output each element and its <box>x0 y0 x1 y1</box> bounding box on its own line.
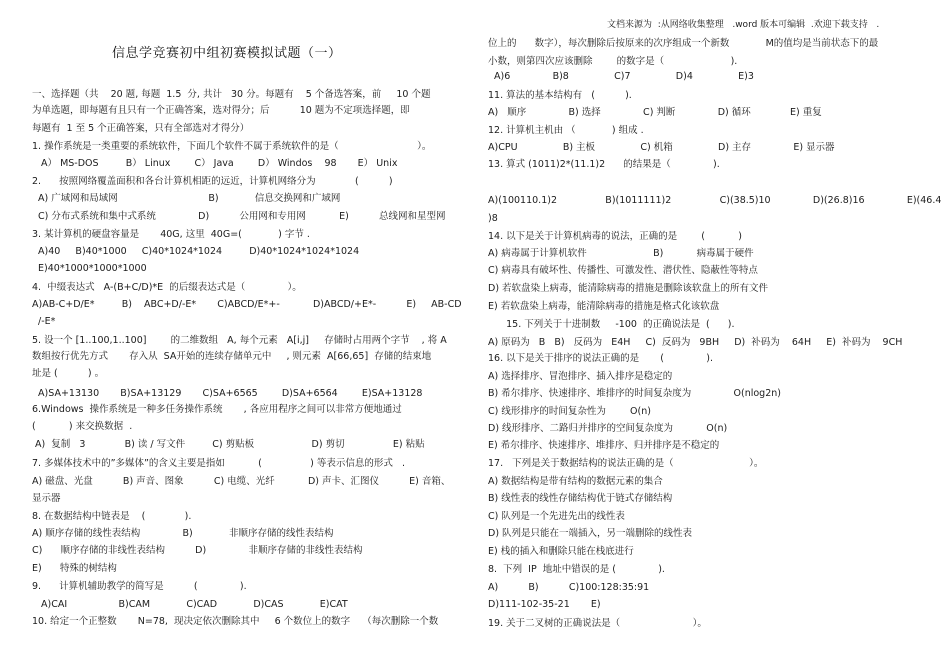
question-text-line: 12. 计算机主机由 （ ) 组成 . <box>488 125 644 136</box>
question-text-line: 9. 计算机辅助教学的简写是 ( ). <box>32 581 247 592</box>
question-text-line: A) 数据结构是带有结构的数据元素的集合 <box>488 476 663 487</box>
question-text-line: 数组按行优先方式 存入从 SA开始的连续存储单元中 , 则元素 A[66,65] 存储的结束地 <box>32 351 432 362</box>
question-text-line: A)CPU B) 主板 C) 机箱 D) 主存 E) 显示器 <box>488 142 835 153</box>
question-text-line: A) 广域网和局域网 B) 信息交换网和广域网 <box>32 193 341 204</box>
question-text-line: A)AB-C+D/E* B) ABC+D/-E* C)ABCD/E*+- D)ABCD/+E*- E) AB-CD <box>32 299 462 310</box>
question-text-line: E) 栈的插入和删除只能在栈底进行 <box>488 546 634 557</box>
question-text-line: D) 若软盘染上病毒，能清除病毒的措施是删除该软盘上的所有文件 <box>488 283 769 294</box>
question-text-line: A) 原码为 B B) 反码为 E4H C) 反码为 9BH D) 补码为 64H E) 补码为 9CH <box>488 337 903 348</box>
question-text-line: 1. 操作系统是一类重要的系统软件，下面几个软件不属于系统软件的是（ ）。 <box>32 141 432 152</box>
question-text-line: 2. 按照网络覆盖面积和各台计算机相距的远近，计算机网络分为 ( ) <box>32 176 393 187</box>
question-text-line: 一、选择题（共 20 题, 每题 1.5 分, 共计 30 分。每题有 5 个备选答案，前 10 个题 <box>32 89 431 100</box>
question-text-line: B) 希尔排序、快速排序、堆排序的时间复杂度为 O(nlog2n) <box>488 388 781 399</box>
question-text-line: A) 选择排序、冒泡排序、插入排序是稳定的 <box>488 371 673 382</box>
question-text-line: 5. 设一个 [1..100,1..100] 的二维数组 A, 每个元素 A[i,j] 存储时占用两个字节 , 将 A <box>32 335 447 346</box>
question-text-line: A) 磁盘、光盘 B) 声音、图象 C) 电缆、光纤 D) 声卡、汇图仪 E) 音箱、 <box>32 476 451 487</box>
question-text-line: E) 特殊的树结构 <box>32 563 117 574</box>
question-text-line: 每题有 1 至 5 个正确答案，只有全部选对才得分） <box>32 123 250 134</box>
question-text-line: 14. 以下是关于计算机病毒的说法，正确的是 ( ) <box>488 231 742 242</box>
question-text-line: /-E* <box>32 316 56 327</box>
question-text-line: 13. 算式 (1011)2*(11.1)2 的结果是（ ). <box>488 159 720 170</box>
question-text-line: C) 队列是一个先进先出的线性表 <box>488 511 625 522</box>
question-text-line: 7. 多媒体技术中的”多媒体”的含义主要是指如 ( ) 等表示信息的形式 . <box>32 458 405 469</box>
question-text-line: A） MS-DOS B） Linux C） Java D） Windos 98 E） Unix <box>32 158 398 169</box>
question-text-line: E) 若软盘染上病毒，能清除病毒的措施是格式化该软盘 <box>488 301 720 312</box>
page-title: 信息学竞赛初中组初赛模拟试题（一） <box>112 46 342 61</box>
question-text-line: A)6 B)8 C)7 D)4 E)3 <box>488 71 754 82</box>
question-text-line: A) 复制 3 B) 读 / 写文件 C) 剪贴板 D) 剪切 E) 粘贴 <box>32 439 425 450</box>
question-text-line: A)40 B)40*1000 C)40*1024*1024 D)40*1024*1024*1024 <box>32 246 360 257</box>
question-text-line: 11. 算法的基本结构有 ( ). <box>488 90 632 101</box>
question-text-line: A) 顺序 B) 选择 C) 判断 D) 循环 E) 重复 <box>488 107 822 118</box>
question-text-line: A) 病毒属于计算机软件 B) 病毒属于硬件 <box>488 248 754 259</box>
question-text-line: A)CAI B)CAM C)CAD D)CAS E)CAT <box>32 599 348 610</box>
question-text-line: )8 <box>488 213 498 224</box>
question-text-line: ( ) 来交换数据 . <box>32 421 133 432</box>
question-text-line: 16. 以下是关于排序的说法正确的是 ( ). <box>488 353 713 364</box>
question-text-line: B) 线性表的线性存储结构优于链式存储结构 <box>488 493 673 504</box>
question-text-line: 8. 在数据结构中链表是 ( ). <box>32 511 192 522</box>
question-text-line: A)SA+13130 B)SA+13129 C)SA+6565 D)SA+6564 E)SA+13128 <box>32 388 423 399</box>
question-text-line: 19. 关于二叉树的正确说法是（ ）。 <box>488 618 707 629</box>
question-text-line: D)111-102-35-21 E) <box>488 599 601 610</box>
question-text-line: 6.Windows 操作系统是一种多任务操作系统 , 各应用程序之间可以非常方便地通过 <box>32 404 402 415</box>
question-text-line: 4. 中缀表达式 A-(B+C/D)*E 的后缀表达式是（ ）。 <box>32 282 302 293</box>
question-text-line: 8. 下列 IP 地址中错误的是 ( ). <box>488 564 665 575</box>
question-text-line: C) 病毒具有破坏性、传播性、可激发性、潜伏性、隐蔽性等特点 <box>488 265 758 276</box>
question-text-line: C) 分布式系统和集中式系统 D) 公用网和专用网 E) 总线网和星型网 <box>32 211 446 222</box>
question-text-line: A)(100110.1)2 B)(1011111)2 C)(38.5)10 D)(26.8)16 E)(46.4 <box>488 195 942 206</box>
question-text-line: D) 线形排序、二路归并排序的空间复杂度为 O(n) <box>488 423 728 434</box>
question-text-line: A) B) C)100:128:35:91 <box>488 582 650 593</box>
question-text-line: 15. 下列关于十进制数 -100 的正确说法是 ( ). <box>488 319 735 330</box>
question-text-line: C) 线形排序的时间复杂性为 O(n) <box>488 406 651 417</box>
question-text-line: 位上的 数字），每次删除后按原来的次序组成一个新数 M的值均是当前状态下的最 <box>488 38 879 49</box>
question-text-line: 小数，则第四次应该删除 的数字是（ ). <box>488 56 738 67</box>
question-text-line: E) 希尔排序、快速排序、堆排序、归并排序是不稳定的 <box>488 440 720 451</box>
question-text-line: E)40*1000*1000*1000 <box>32 263 147 274</box>
question-text-line: 10. 给定一个正整数 N=78, 现决定依次删除其中 6 个数位上的数字 （每次删除一个数 <box>32 616 439 627</box>
source-note: 文档来源为 :从网络收集整理 .word 版本可编辑 .欢迎下载支持 . <box>607 20 880 30</box>
question-text-line: 为单选题，即每题有且只有一个正确答案，选对得分；后 10 题为不定项选择题，即 <box>32 105 410 116</box>
question-text-line: 3. 某计算机的硬盘容量是 40G, 这里 40G=( ) 字节 . <box>32 229 310 240</box>
question-text-line: 址是 ( ) 。 <box>32 368 105 379</box>
question-text-line: D) 队列是只能在一端插入，另一端删除的线性表 <box>488 528 693 539</box>
question-text-line: 17. 下列是关于数据结构的说法正确的是（ ）。 <box>488 458 764 469</box>
question-text-line: 显示器 <box>32 493 61 504</box>
question-text-line: A) 顺序存储的线性表结构 B) 非顺序存储的线性表结构 <box>32 528 334 539</box>
question-text-line: C) 顺序存储的非线性表结构 D) 非顺序存储的非线性表结构 <box>32 545 363 556</box>
